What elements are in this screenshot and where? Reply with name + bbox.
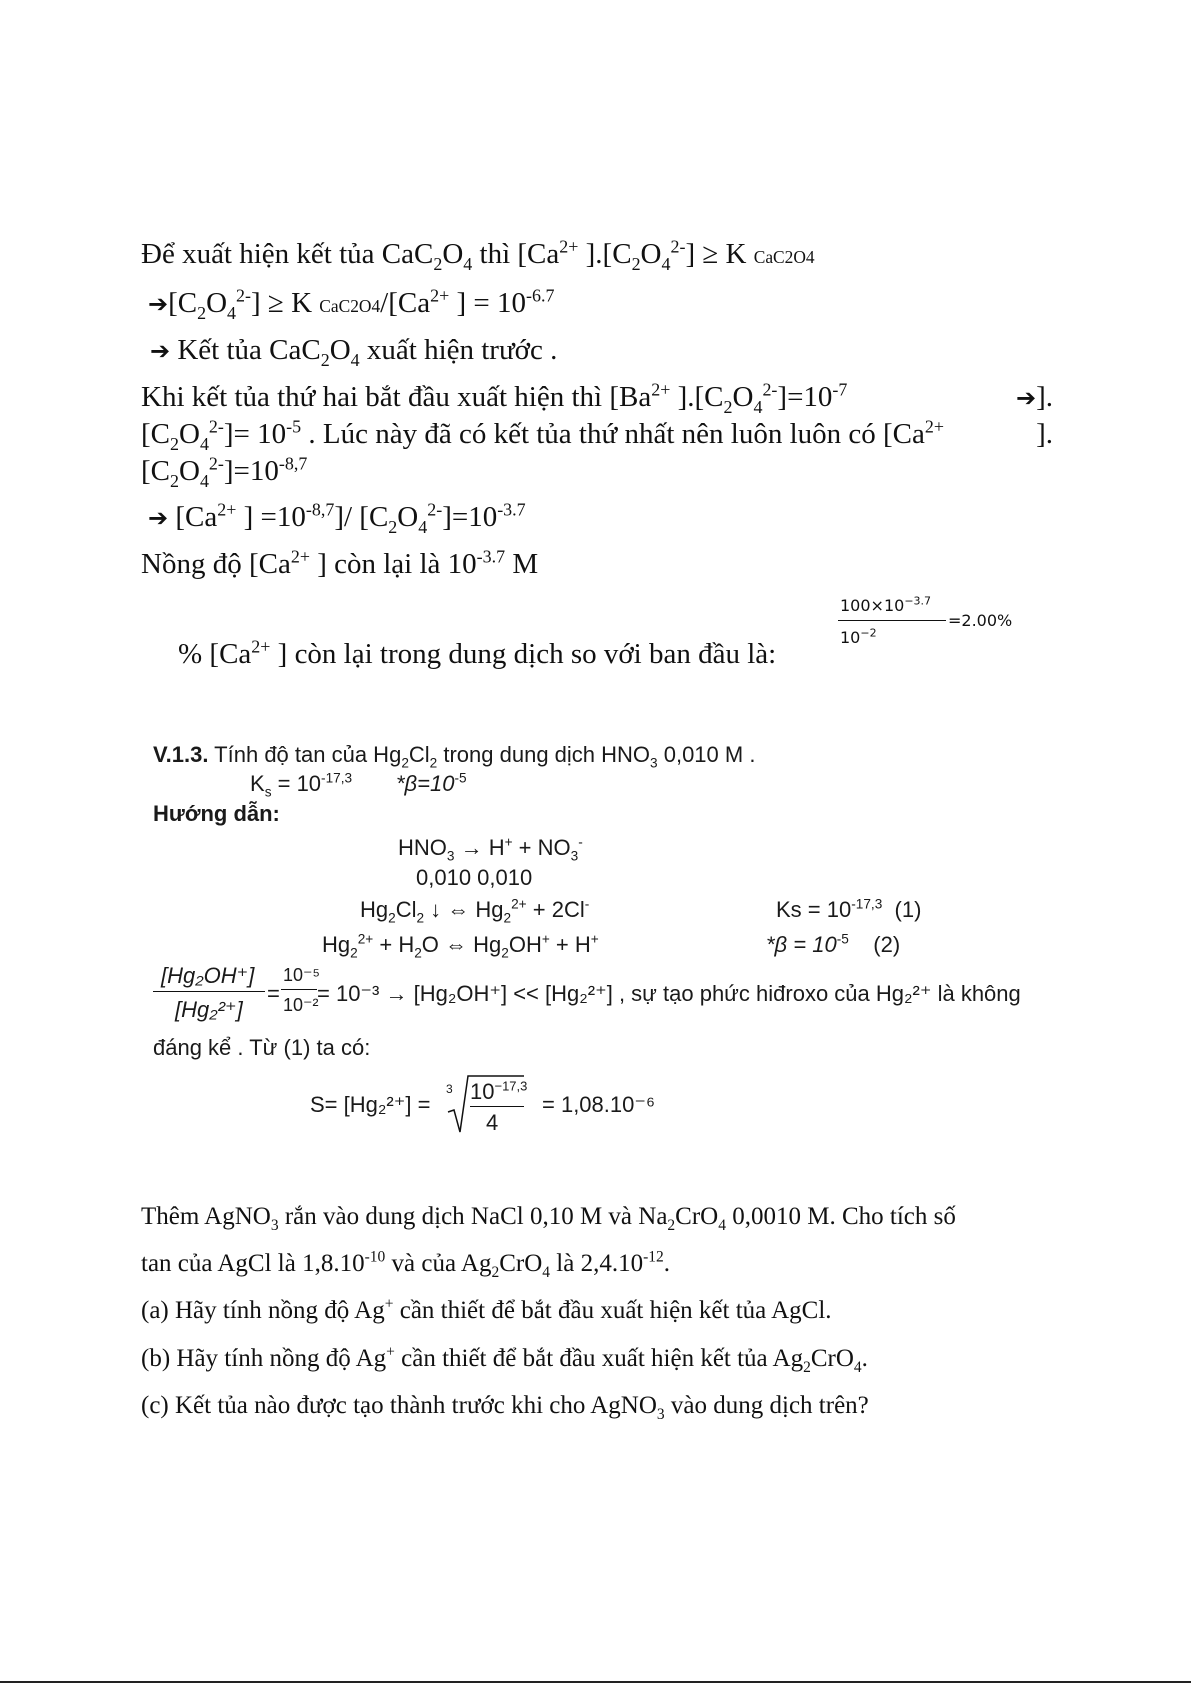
reaction-hydrolysis: $Hg_2^{2+} + H_2O$ ⇔ $Hg_2OH^+ + H^+$ [322,931,599,961]
line-precipitation-condition: Để xuất hiện kết tủa $CaC_2O_4$ thì [$Ca^{2+}$ ]$.[C_2O_4^{2-}] \ge K$ CaC2O4 [141,236,815,274]
percent-fraction: $100\times 10^{-3.7}$ =2.00% $10^{-2}$ [840,594,1013,647]
solubility-result: S= [Hg₂²⁺] = 3 $10^{-17,3}$ 4 = 1,08.10⁻⁶ [310,1070,810,1140]
problem-title: V.1.3. Tính độ tan của $Hg_2Cl_2$ trong dung dịch $HNO_3$ 0,010 M . [153,742,756,771]
reaction-dissolution: $Hg_2Cl_2$ ↓ ⇔ $Hg_2^{2+} + 2Cl^-$ [360,896,590,926]
para-second-precipitate-l1: Khi kết tủa thứ hai bắt đầu xuất hiện thì [$Ba^{2+}$ ]$.[C_2O_4^{2-}]=10^{-7}$ ➔]. [141,379,1053,417]
conclusion-line: đáng kể . Từ (1) ta có: [153,1035,371,1060]
ks-value: $K_s = 10^{-17,3}$ [250,770,353,800]
line-percent-remaining: % [$Ca^{2+}$ ] còn lại trong dung dịch so với ban đầu là: [178,636,777,670]
beta-value: $*\beta=10^{-5}$ [396,770,467,796]
reaction-hno3-conc: 0,010 0,010 [416,865,533,890]
para-second-precipitate-l3: $[C_2O_4^{2-}]=10^{-8,7}$ [141,453,308,491]
reaction-beta: $*\beta = 10^{-5}$ (2) [766,931,901,957]
question-a: (a) Hãy tính nồng độ Ag+ cần thiết để bắt đầu xuất hiện kết tủa AgCl. [141,1295,832,1324]
scanned-problem-v13: V.1.3. Tính độ tan của $Hg_2Cl_2$ trong dung dịch $HNO_3$ 0,010 M . $K_s = 10^{-17,3}$ $*\beta=10^{-5}$ Hướng dẫn: $HNO_3 \to H^+ + NO_3^-$ 0,010 0,010 $Hg_2Cl_2$ ↓ ⇔ $Hg_2^{2+} + 2Cl^-$ $Ks = 10^{-17,3}$ (1) $Hg_2^{2+} + H_2O$ ⇔ $Hg_2OH^+ + H^+$ $*\beta = 10^{-5}$ (2) [Hg₂OH⁺] [Hg₂²⁺] = 10⁻⁵ 10⁻² = 10⁻³ → [Hg₂OH⁺] << [Hg₂²⁺] , sự tạo phức hiđroxo của Hg₂²⁺ là không đáng kể . Từ (1) ta có: S= [Hg₂²⁺] = 3 $10^{-17,3}$ 4 = 1,08.10⁻⁶ [150,735,1065,1155]
para-second-precipitate-l2: $[C_2O_4^{2-}]= 10^{-5}$ . Lúc này đã có kết tủa thứ nhất nên luôn luôn có [$Ca^{2+}$ ]. [141,416,1053,454]
line-oxalate-threshold: $➔[C_2O_4^{2-}] \ge K$ $CaC2O4/[Ca^{2+}$ ] = $10^{-6.7}$ [148,285,555,323]
arrow-icon: ➔ [148,504,169,532]
page-bottom-rule [0,1681,1191,1683]
line-calcium-remaining-calc: ➔ [$Ca^{2+}$ ] $=10^{-8,7}]/$ $[C_2O_4^{2-}]=10^{-3.7}$ [148,499,526,537]
arrow-icon: ➔ [1015,384,1037,412]
question-b: (b) Hãy tính nồng độ Ag+ cần thiết để bắt đầu xuất hiện kết tủa $Ag_2CrO_4$. [141,1343,868,1376]
line-first-precipitate: ➔ Kết tủa $CaC_2O_4$ xuất hiện trước . [150,334,558,370]
reaction-hno3: $HNO_3 \to H^+ + NO_3^-$ [398,834,583,864]
line-calcium-concentration: Nồng độ [$Ca^{2+}$ ] còn lại là $10^{-3.7}$ M [141,546,539,580]
reaction-ks: $Ks = 10^{-17,3}$ (1) [776,896,922,922]
arrow-icon: ➔ [150,337,171,365]
problem-line-2: tan của AgCl là $1,8.10^{-10}$ và của $Ag_2CrO_4$ là $2,4.10^{-12}$. [141,1248,670,1281]
arrow-icon: ➔ [148,290,169,318]
guide-heading: Hướng dẫn: [153,801,280,826]
problem-line-1: Thêm AgNO$_3$ rắn vào dung dịch NaCl 0,10 M và $Na_2CrO_4$ 0,0010 M. Cho tích số [141,1203,956,1234]
question-c: (c) Kết tủa nào được tạo thành trước khi cho AgNO$_3$ vào dung dịch trên? [141,1392,869,1423]
